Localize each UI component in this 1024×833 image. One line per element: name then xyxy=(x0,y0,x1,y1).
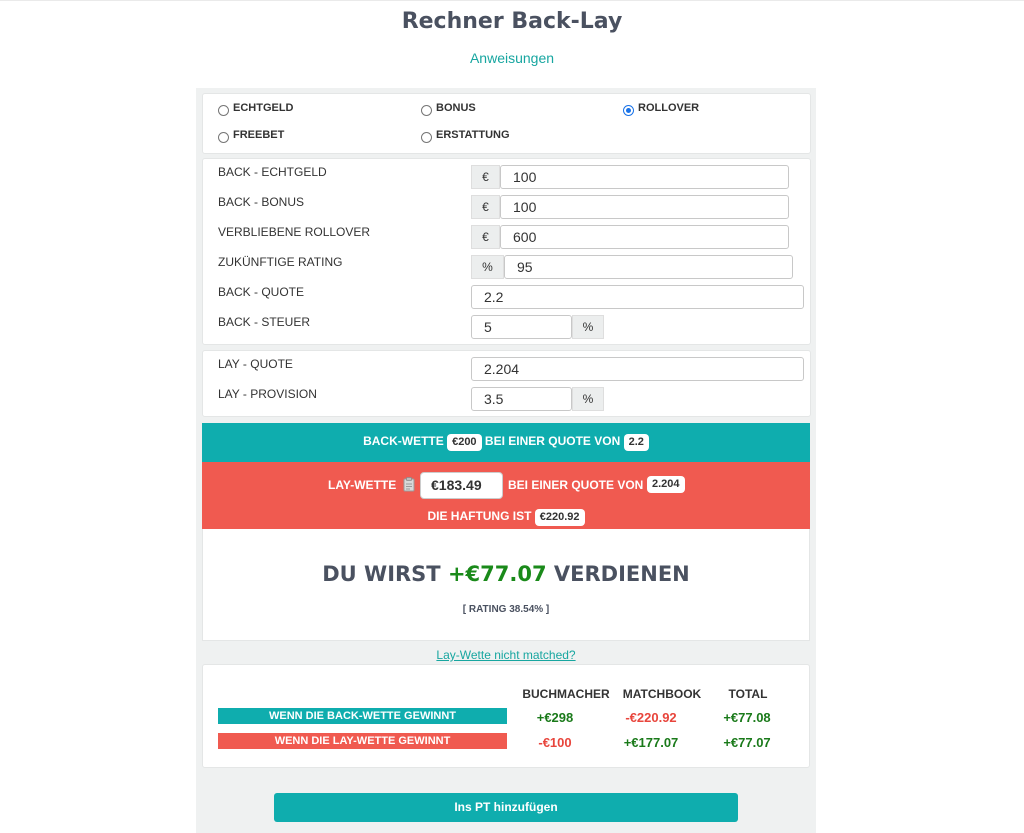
lay-provision-label: LAY - PROVISION xyxy=(218,387,317,401)
liability-label: DIE HAFTUNG IST xyxy=(427,509,532,523)
future-rating-input[interactable]: 95 xyxy=(504,255,793,279)
headline-suffix: VERDIENEN xyxy=(553,562,690,586)
row-label-back-wins: WENN DIE BACK-WETTE GEWINNT xyxy=(218,708,507,724)
lay-wins-matchbook: +€177.07 xyxy=(623,735,679,750)
lay-quote-input[interactable]: 2.204 xyxy=(471,357,804,381)
euro-addon: € xyxy=(471,225,500,249)
euro-addon: € xyxy=(471,195,500,219)
result-card xyxy=(202,529,810,641)
radio-erstattung[interactable] xyxy=(421,129,510,141)
add-to-pt-button[interactable]: Ins PT hinzufügen xyxy=(274,793,738,822)
radio-echtgeld[interactable] xyxy=(218,102,294,114)
back-wins-matchbook: -€220.92 xyxy=(625,710,677,725)
back-echtgeld-label: BACK - ECHTGELD xyxy=(218,165,327,179)
lay-quote-label: LAY - QUOTE xyxy=(218,357,293,371)
page-title: Rechner Back-Lay xyxy=(401,9,623,34)
outcome-table xyxy=(202,664,810,768)
back-inputs-card xyxy=(202,158,811,345)
back-bet-summary xyxy=(202,423,810,462)
radio-label: ROLLOVER xyxy=(638,102,700,114)
radio-circle-erstattung[interactable] xyxy=(421,132,432,143)
radio-label: ECHTGELD xyxy=(233,102,294,114)
rollover-label: VERBLIEBENE ROLLOVER xyxy=(218,225,371,239)
back-quote-input[interactable]: 2.2 xyxy=(471,285,804,309)
lay-wins-bookmaker: -€100 xyxy=(538,735,572,750)
instructions-link[interactable]: Anweisungen xyxy=(469,50,555,66)
header-matchbook: MATCHBOOK xyxy=(622,687,702,701)
top-divider xyxy=(0,0,1024,1)
percent-addon: % xyxy=(471,255,504,279)
at-odds-label: BEI EINER QUOTE VON xyxy=(508,478,644,492)
at-odds-label: BEI EINER QUOTE VON xyxy=(484,434,621,448)
lay-bet-summary xyxy=(202,462,810,529)
profit-headline xyxy=(203,562,809,586)
lay-bet-label: LAY-WETTE xyxy=(328,478,397,492)
radio-label: ERSTATTUNG xyxy=(436,129,510,141)
lay-odds-value: 2.204 xyxy=(647,476,685,493)
euro-addon: € xyxy=(471,165,500,189)
back-wins-bookmaker: +€298 xyxy=(536,710,574,725)
back-bonus-label: BACK - BONUS xyxy=(218,195,305,209)
profit-value: +€77.07 xyxy=(447,562,547,586)
back-quote-label: BACK - QUOTE xyxy=(218,285,305,299)
row-label-lay-wins: WENN DIE LAY-WETTE GEWINNT xyxy=(218,733,507,749)
lay-inputs-card xyxy=(202,350,811,417)
back-bet-label: BACK-WETTE xyxy=(363,434,444,448)
rating-value: [ RATING 38.54% ] xyxy=(462,604,550,615)
lay-stake-field[interactable]: €183.49 xyxy=(420,472,503,499)
rollover-input[interactable]: 600 xyxy=(500,225,789,249)
back-bonus-input[interactable]: 100 xyxy=(500,195,789,219)
header-bookmaker: BUCHMACHER xyxy=(522,687,610,701)
liability-value: €220.92 xyxy=(535,509,585,526)
percent-addon: % xyxy=(572,387,604,411)
lay-not-matched-link[interactable]: Lay-Wette nicht matched? xyxy=(436,648,576,662)
back-odds-value: 2.2 xyxy=(624,434,649,451)
back-bet-amount: €200 xyxy=(447,434,481,451)
clipboard-icon[interactable] xyxy=(403,477,415,492)
back-tax-label: BACK - STEUER xyxy=(218,315,311,329)
mode-selector xyxy=(202,93,811,154)
future-rating-label: ZUKÜNFTIGE RATING xyxy=(218,255,343,269)
radio-label: FREEBET xyxy=(233,129,285,141)
radio-circle-bonus[interactable] xyxy=(421,105,432,116)
radio-bonus[interactable] xyxy=(421,102,476,114)
radio-label: BONUS xyxy=(436,102,476,114)
radio-freebet[interactable] xyxy=(218,129,284,141)
back-tax-input[interactable]: 5 xyxy=(471,315,572,339)
radio-rollover[interactable] xyxy=(623,102,699,114)
lay-wins-total: +€77.07 xyxy=(723,735,771,750)
percent-addon: % xyxy=(572,315,604,339)
back-wins-total: +€77.08 xyxy=(723,710,771,725)
lay-provision-input[interactable]: 3.5 xyxy=(471,387,572,411)
back-echtgeld-input[interactable]: 100 xyxy=(500,165,789,189)
radio-circle-freebet[interactable] xyxy=(218,132,229,143)
headline-prefix: DU WIRST xyxy=(322,562,441,586)
radio-circle-rollover[interactable] xyxy=(623,105,634,116)
header-total: TOTAL xyxy=(728,687,768,701)
radio-circle-echtgeld[interactable] xyxy=(218,105,229,116)
